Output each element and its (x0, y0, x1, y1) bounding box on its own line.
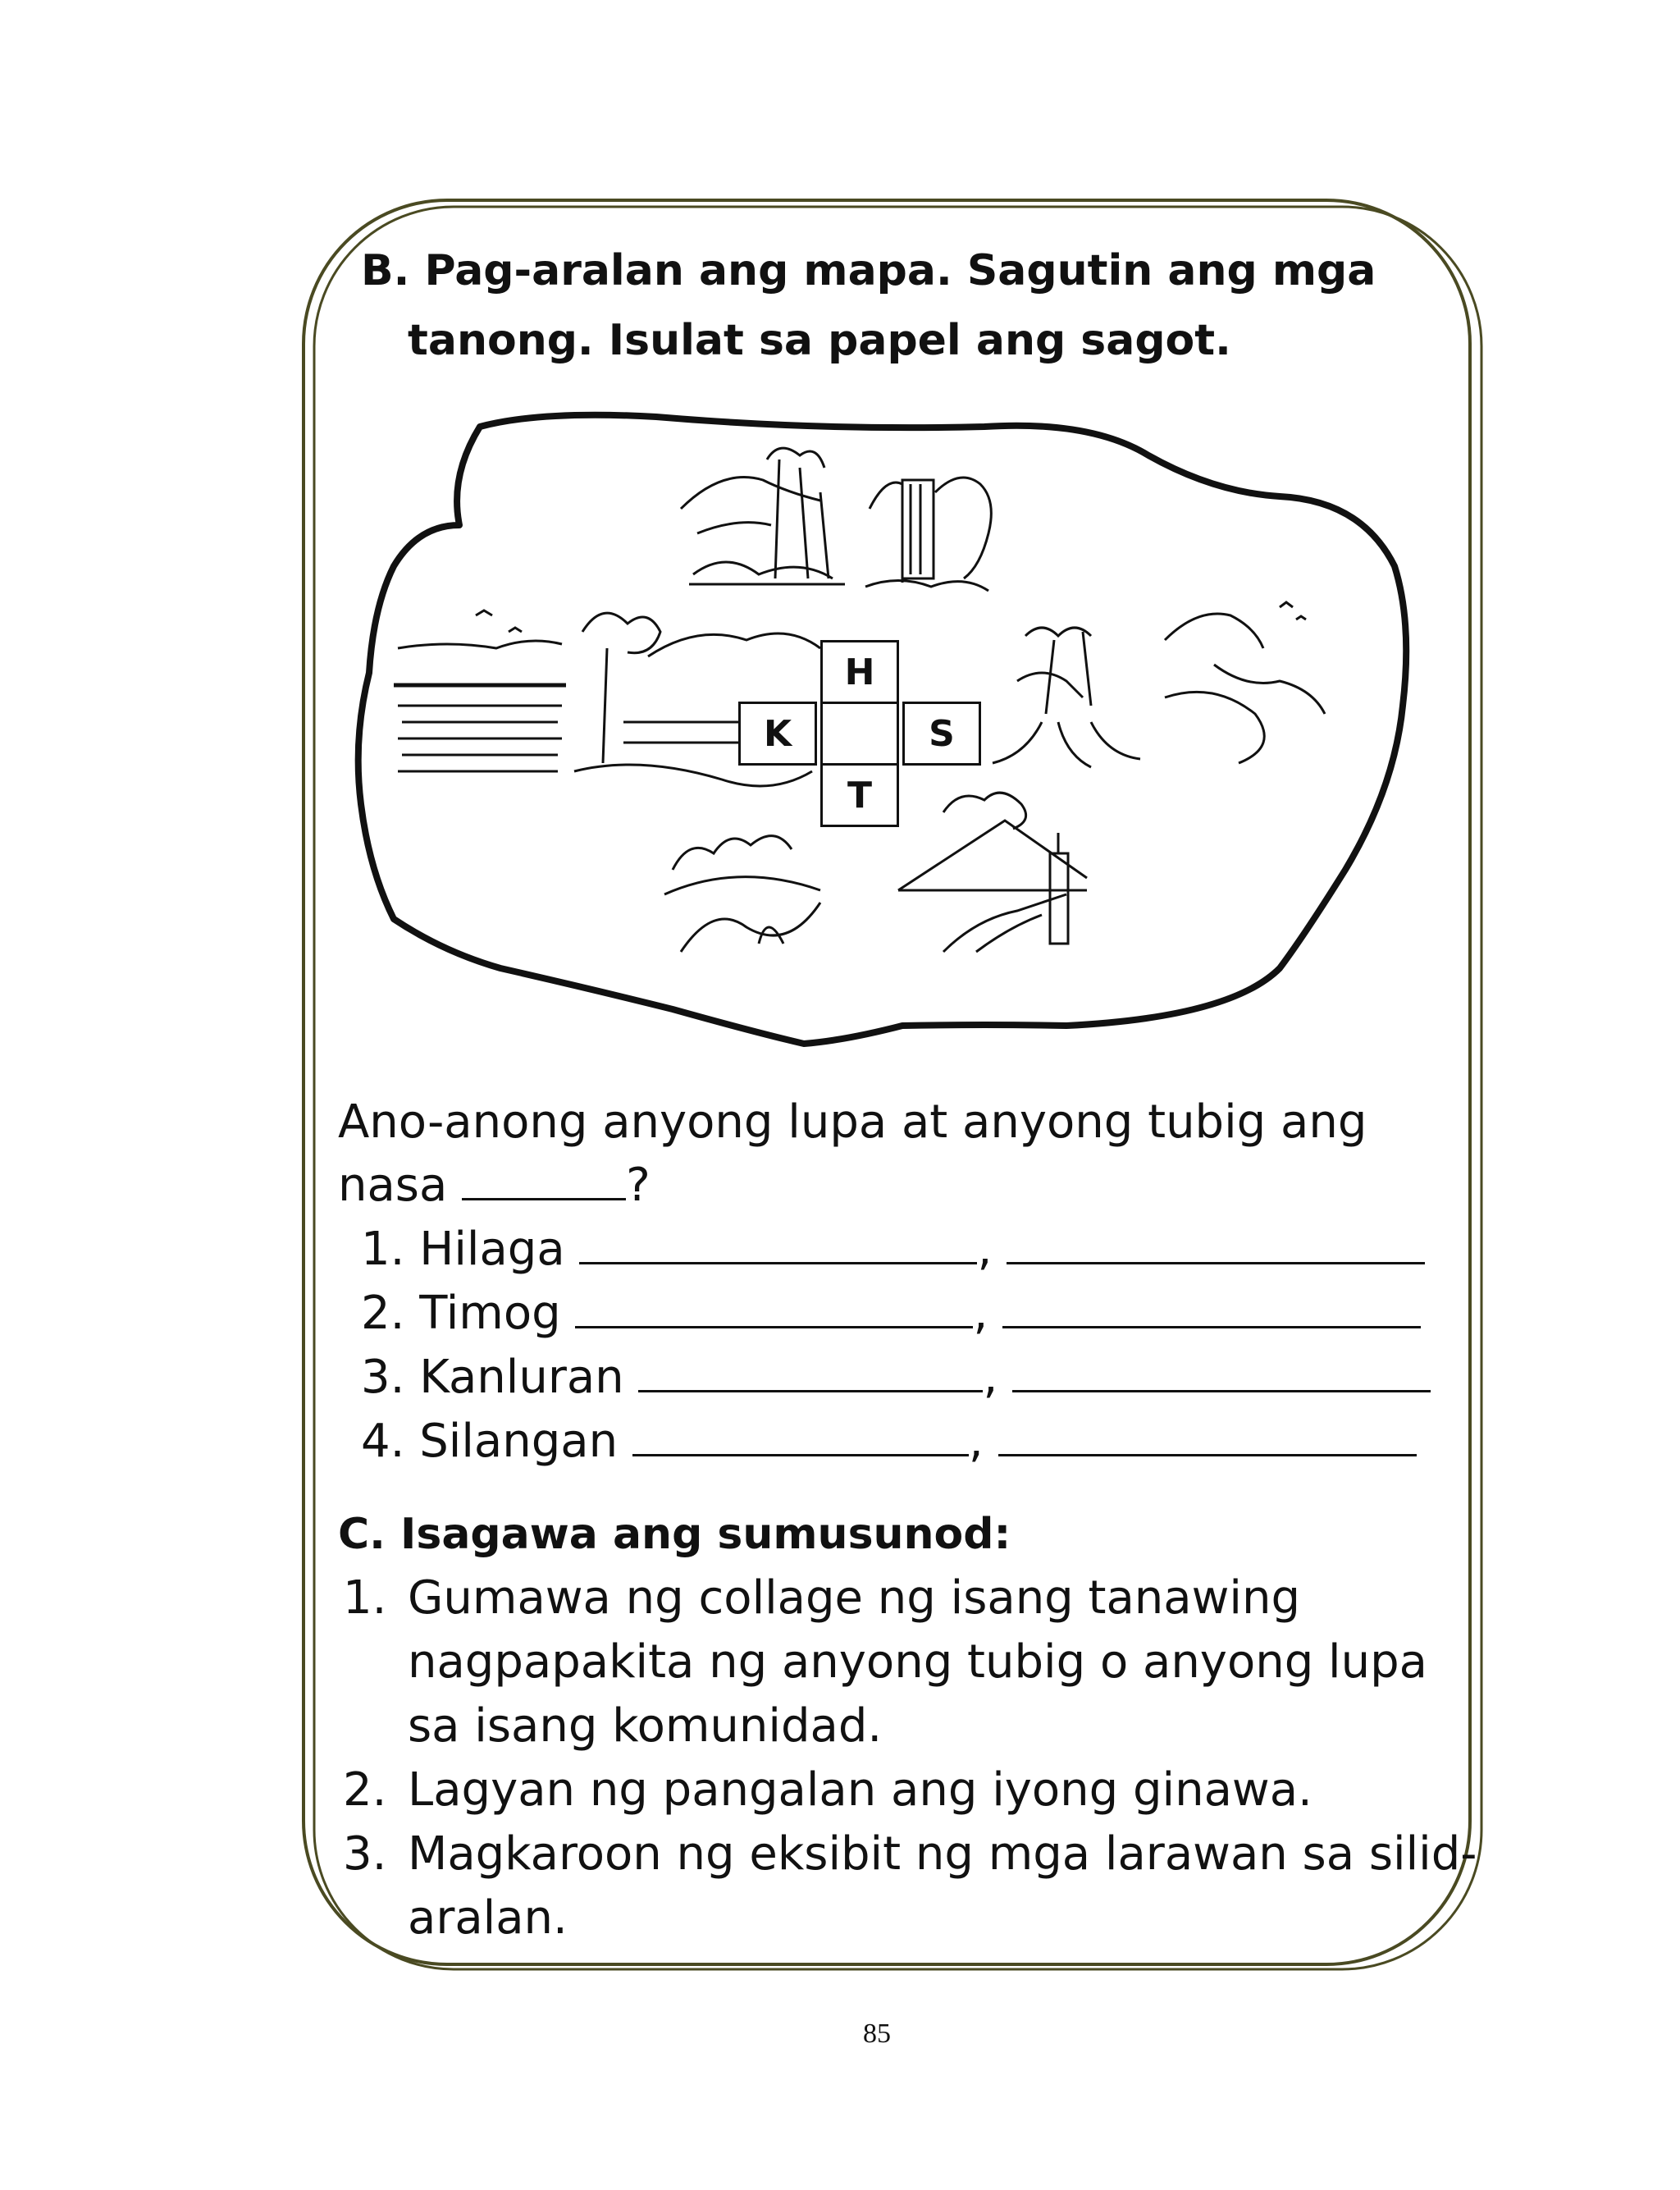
section-c-item-2-number: 2. (343, 1763, 387, 1817)
answer-blank[interactable] (998, 1418, 1417, 1456)
answer-blank[interactable] (575, 1290, 973, 1328)
compass-west-cell: K (738, 702, 817, 766)
river-picture (993, 628, 1140, 767)
answer-separator: , (983, 1351, 998, 1404)
waterfall-picture (865, 478, 991, 591)
section-c-item-3-line1: Magkaroon ng eksibit ng mga larawan sa silid- (408, 1827, 1477, 1881)
hills-picture (1165, 602, 1325, 763)
answer-blank[interactable] (579, 1226, 977, 1264)
answer-row-4 (361, 1415, 1417, 1468)
compass-north-cell: H (820, 640, 899, 704)
section-c-item-1-line2: nagpapakita ng anyong tubig o anyong lupa (408, 1635, 1427, 1689)
question-line2-suffix: ? (626, 1159, 651, 1212)
section-c-item-1-line1: Gumawa ng collage ng isang tanawing (408, 1571, 1301, 1625)
answer-row-3 (361, 1351, 1431, 1404)
answer-separator: , (968, 1415, 984, 1468)
volcano-picture (898, 793, 1087, 952)
answer-blank[interactable] (1007, 1226, 1425, 1264)
section-c-item-3-line2: aralan. (408, 1891, 568, 1945)
section-c-item-1-line3: sa isang komunidad. (408, 1699, 883, 1753)
answer-label: 1. Hilaga (361, 1223, 565, 1276)
answer-label: 4. Silangan (361, 1415, 619, 1468)
section-c-item-1-number: 1. (343, 1571, 387, 1625)
answer-blank[interactable] (1012, 1354, 1431, 1392)
answer-row-1 (361, 1223, 1425, 1276)
answer-blank[interactable] (638, 1354, 983, 1392)
sea-picture (394, 610, 566, 771)
answer-row-2 (361, 1287, 1421, 1340)
compass-center-cell (820, 702, 899, 766)
question-line2-prefix: nasa (338, 1159, 448, 1212)
section-c-title: C. Isagawa ang sumusunod: (338, 1510, 1011, 1559)
question-line2 (338, 1159, 651, 1212)
answer-blank[interactable] (1002, 1290, 1421, 1328)
section-b-title-line2: tanong. Isulat sa papel ang sagot. (408, 316, 1231, 365)
answer-separator: , (973, 1287, 988, 1340)
section-c-item-2-line1: Lagyan ng pangalan ang iyong ginawa. (408, 1763, 1312, 1817)
page-number: 85 (863, 2019, 891, 2049)
answer-label: 3. Kanluran (361, 1351, 624, 1404)
forest-mountain-picture (681, 448, 845, 584)
answer-label: 2. Timog (361, 1287, 561, 1340)
question-line1: Ano-anong anyong lupa at anyong tubig ang (338, 1095, 1367, 1149)
compass-south-cell: T (820, 763, 899, 827)
valley-picture (664, 836, 820, 952)
section-b-title-line1: B. Pag-aralan ang mapa. Sagutin ang mga (361, 246, 1376, 295)
answer-separator: , (977, 1223, 993, 1276)
compass-east-cell: S (902, 702, 981, 766)
question-blank[interactable] (462, 1162, 626, 1200)
answer-blank[interactable] (632, 1418, 969, 1456)
section-c-item-3-number: 3. (343, 1827, 387, 1881)
